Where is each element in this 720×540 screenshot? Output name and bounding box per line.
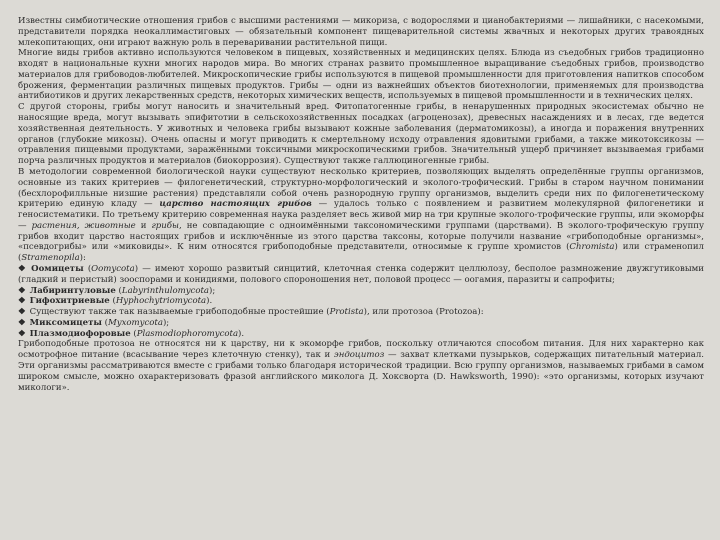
diamond-bullet-icon: ❖: [18, 317, 26, 328]
bullet-name: Гифохитриевые: [29, 296, 110, 307]
bullet-item-oomycota: [18, 264, 704, 286]
bullet-item-labyrinthulomycota: [18, 286, 704, 297]
bullet-latin: Oomycota: [91, 263, 135, 274]
paragraph-uses: [18, 48, 704, 102]
bullet-text: (: [130, 328, 137, 339]
bullet-item-hyphochytriomycota: [18, 296, 704, 307]
bullet-text: (: [115, 285, 122, 296]
latin-chromista: Chromista: [569, 242, 615, 253]
bullet-latin: Hyphochytriomycota: [115, 296, 207, 307]
paragraph-classification: [18, 167, 704, 264]
bullet-text: ), или протозоа (Protozoa):: [363, 307, 484, 318]
latin-stramenopila: Stramenopila: [21, 253, 80, 264]
bullet-text: ).: [238, 328, 245, 339]
bullet-item-plasmodiophoromycota: [18, 329, 704, 340]
bullet-latin: Protista: [329, 307, 364, 318]
bullet-latin: Labyrinthulomycota: [121, 285, 210, 296]
bullet-list: [18, 264, 704, 339]
paragraph-text: , не совпадающие с одноимёнными таксономическими группами (царствами). В эколого-трофическую группу грибов входит царство настоящих грибов и исключённые из этого царства таксоны, которые получили название «грибоподобные организмы», «псевдогрибы» или «миковиды». К ним относятся грибоподобные представители, относимые к группе хромистов (: [18, 220, 704, 253]
diamond-bullet-icon: ❖: [18, 263, 28, 274]
bullet-text: ) — имеют хорошо развитый синцитий, клеточная стенка содержит целлюлозу, бесполое размножение двужгутиковыми (гладкий и перистый) зооспорами и конидиями, полового спороношения нет, половой процесс — оогамия, паразиты и сапрофиты;: [18, 263, 704, 285]
bullet-item-myxomycota: [18, 318, 704, 329]
diamond-bullet-icon: ❖: [18, 328, 26, 339]
bullet-text: ).: [206, 296, 213, 307]
emphasis-ecomorphs: растения, животные: [31, 220, 136, 231]
paragraph-text: В методологии современной биологической науки существуют несколько критериев, позволяющих выделять определённые группы организмов, основные из таких критериев — филогенетический, структурно-морфологический и эколого-трофический. Грибы в старом научном понимании (бесхлорофилльные низшие растения) представляли собой очень разнородную группу организмов, выделить среди них по филогенетическому критерию единую кладу —: [18, 166, 704, 210]
bullet-text: );: [209, 285, 216, 296]
emphasis-kingdom: царство настоящих грибов: [159, 199, 312, 210]
emphasis-fungi: грибы: [151, 220, 179, 231]
bullet-latin: Plasmodiophoromycota: [136, 328, 239, 339]
paragraph-text: С другой стороны, грибы могут наносить и значительный вред. Фитопатогенные грибы, в ненарушенных природных экосистемах обычно не наносящие вреда, могут вызывать эпифитотии в сельскохозяйственных посадках (агроценозах), древесных насаждениях и в лесах, где ведется хозяйственная деятельность. У животных и человека грибы вызывают кожные заболевания (дерматомикозы), а иногда и поражения внутренних органов (глубокие микозы). Очень опасны и могут приводить к смертельному исходу отравления ядовитыми грибами, а также микотоксикозы — отравления пищевыми продуктами, заражёнными токсичными микроскопическими грибов. Значительный ущерб причиняет вызываемая грибами порча различных продуктов и материалов (биокоррозия). Существуют также галлюциногенные грибы.: [18, 102, 704, 167]
paragraph-harm: [18, 102, 704, 167]
bullet-name: Оомицеты: [31, 263, 84, 274]
bullet-name: Лабиринтуловые: [29, 285, 116, 296]
bullet-text: Существуют также так называемые грибоподобные простейшие (: [29, 307, 330, 318]
bullet-latin: Myxomycota: [108, 317, 163, 328]
paragraph-text: — удалось только с появлением и развитием молекулярной филогенетики и геносистематики. По третьему критерию современная наука разделяет весь живой мир на три крупные эколого-трофические группы, или экоморфы —: [18, 199, 704, 231]
paragraph-text: Многие виды грибов активно используются человеком в пищевых, хозяйственных и медицинских целях. Блюда из съедобных грибов традиционно входят в национальные кухни многих народов мира. Во многих странах развито промышленное выращивание съедобных грибов, производство материалов для грибоводов-любителей. Микроскопические грибы используются в пищевой промышленности для приготовления напитков способом брожения, ферментации различных пищевых продуктов. Грибы — одни из важнейших объектов биотехнологии, применяемых для производства антибиотиков и других лекарственных средств, некоторых химических веществ, используемых в пищевой промышленности и в технических целях.: [18, 48, 704, 102]
paragraph-text: ):: [79, 253, 86, 264]
paragraph-text: Известны симбиотические отношения грибов с высшими растениями — микориза, с водорослями и цианобактериями — лишайники, с насекомыми, представители порядка неокаллимастиговых — обязательный компонент пищеварительной системы жвачных и некоторых других травоядных млекопитающих, они играют важную роль в переваривании растительной пищи.: [18, 16, 704, 48]
bullet-name: Плазмодиофоровые: [29, 328, 131, 339]
paragraph-text: — захват клетками пузырьков, содержащих питательный материал. Эти организмы рассматриваются вместе с грибами только благодаря исторической традиции. Всю группу организмов, называемых грибами в самом широком смысле, можно охарактеризовать фразой английского миколога Д. Хоксворта (D. Hawksworth, 1990): «это организмы, которых изучают микологи».: [18, 350, 704, 393]
bullet-item-protista: [18, 307, 704, 318]
diamond-bullet-icon: ❖: [18, 307, 26, 318]
bullet-text: (: [83, 263, 92, 274]
emphasis-endocytosis: эндоцитоз: [333, 350, 385, 361]
paragraph-text: ) или страменопил (: [18, 242, 704, 264]
paragraph-symbiosis: [18, 16, 704, 48]
diamond-bullet-icon: ❖: [18, 285, 26, 296]
paragraph-text: Грибоподобные протозоа не относятся ни к царству, ни к экоморфе грибов, поскольку отличаются способом питания. Для них характерно как осмотрофное питание (всасывание через клеточную стенку), так и: [18, 339, 704, 361]
bullet-text: );: [162, 317, 170, 328]
paragraph-closing: [18, 339, 704, 393]
bullet-text: (: [109, 296, 116, 307]
bullet-name: Миксомицеты: [29, 317, 102, 328]
paragraph-text: и: [135, 220, 152, 231]
diamond-bullet-icon: ❖: [18, 296, 26, 307]
bullet-text: (: [101, 317, 108, 328]
